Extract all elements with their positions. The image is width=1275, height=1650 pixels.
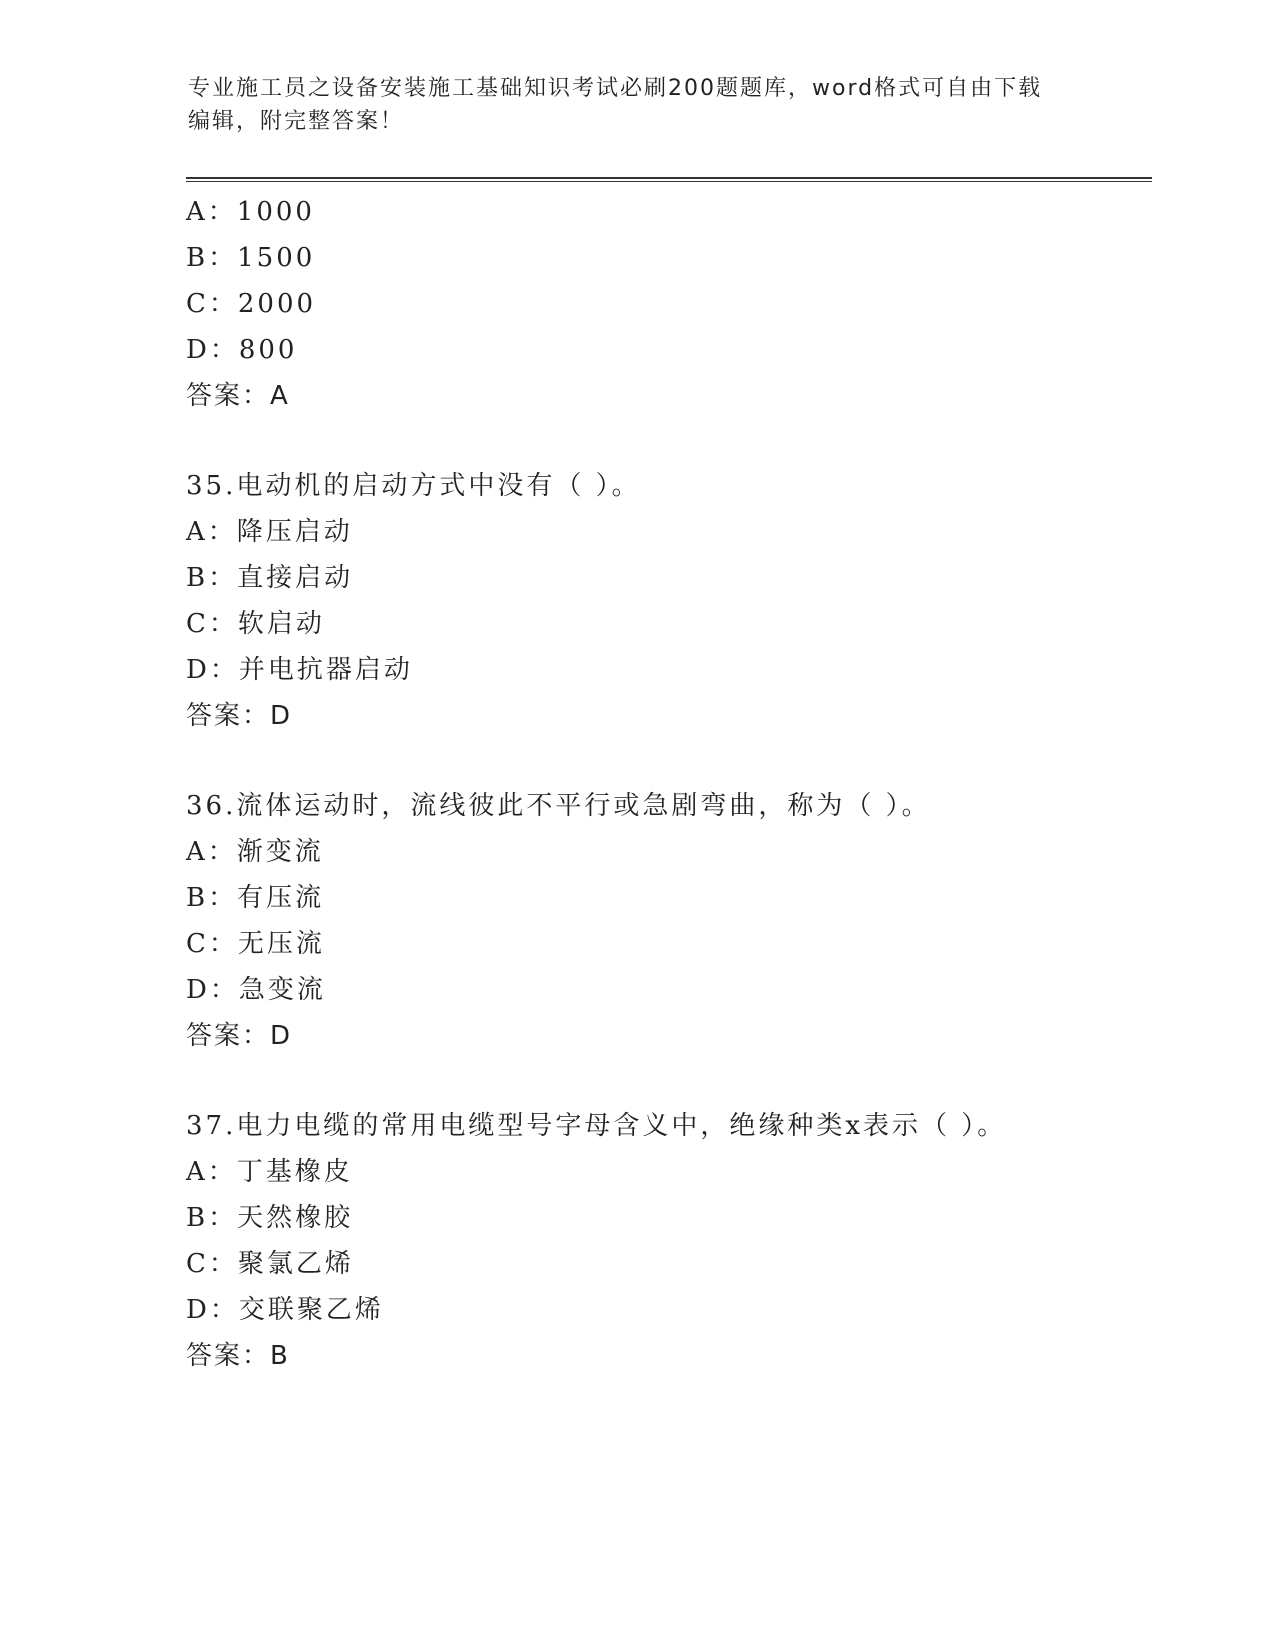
document-header (188, 72, 1088, 138)
answer-line: 答案：B (186, 1341, 290, 1371)
question-list (186, 189, 1152, 1379)
option-b: B：天然橡胶 (186, 1203, 354, 1233)
option-b: B：直接启动 (186, 563, 354, 593)
option-b: B：1500 (186, 243, 316, 273)
question-text: 35.电动机的启动方式中没有（ ）。 (186, 471, 641, 501)
option-c: C：软启动 (186, 609, 325, 639)
option-d: D：交联聚乙烯 (186, 1295, 384, 1325)
option-b: B：有压流 (186, 883, 325, 913)
question-34 (186, 189, 1152, 419)
question-37 (186, 1103, 1152, 1379)
spacer (186, 419, 1152, 463)
answer-line: 答案：D (186, 701, 293, 731)
question-text: 36.流体运动时，流线彼此不平行或急剧弯曲，称为（ ）。 (186, 791, 931, 821)
option-c: C：2000 (186, 289, 317, 319)
answer-line: 答案：D (186, 1021, 293, 1051)
option-a: A：渐变流 (186, 837, 324, 867)
spacer (186, 1059, 1152, 1103)
answer-line: 答案：A (186, 381, 290, 411)
spacer (186, 739, 1152, 783)
option-d: D：800 (186, 335, 298, 365)
question-36 (186, 783, 1152, 1059)
header-title-line-2: 编辑，附完整答案！ (188, 109, 405, 134)
option-d: D：急变流 (186, 975, 326, 1005)
option-c: C：无压流 (186, 929, 325, 959)
question-text: 37.电力电缆的常用电缆型号字母含义中，绝缘种类x表示（ ）。 (186, 1111, 1007, 1141)
header-title-line-1: 专业施工员之设备安装施工基础知识考试必刷200题题库，word格式可自由下载 (188, 76, 1043, 101)
option-c: C：聚氯乙烯 (186, 1249, 354, 1279)
header-divider (186, 177, 1152, 182)
option-a: A：1000 (186, 197, 315, 227)
option-d: D：并电抗器启动 (186, 655, 413, 685)
question-35 (186, 463, 1152, 739)
option-a: A：降压启动 (186, 517, 353, 547)
option-a: A：丁基橡皮 (186, 1157, 353, 1187)
